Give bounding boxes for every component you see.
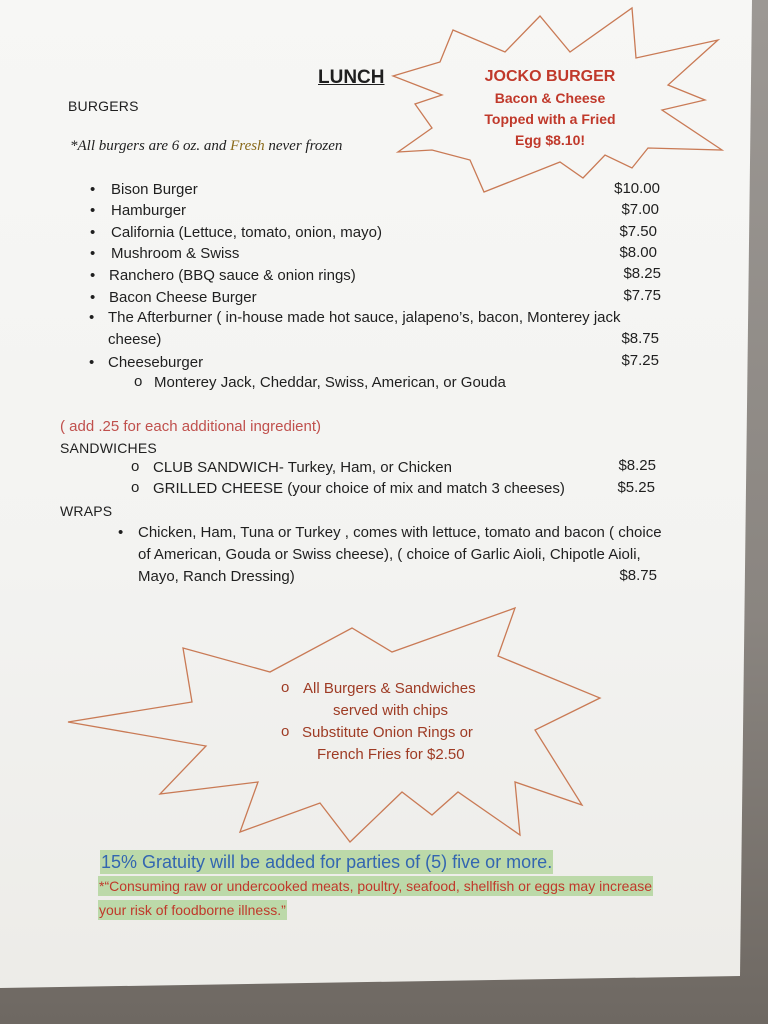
special-line: Egg $8.10!: [514, 132, 586, 148]
menu-item-name-continued: cheese): [108, 331, 162, 348]
sides-line: served with chips: [333, 702, 449, 719]
note-fresh: Fresh: [230, 138, 265, 154]
sides-line: All Burgers & Sandwiches: [303, 680, 476, 697]
cheese-options: Monterey Jack, Cheddar, Swiss, American, or Gouda: [154, 374, 506, 391]
menu-item-price: $10.00: [614, 180, 660, 197]
add-on-note: ( add .25 for each additional ingredient): [60, 418, 322, 435]
wraps-heading: WRAPS: [60, 503, 113, 519]
bullet-marker: •: [118, 524, 124, 541]
food-warning-line: *“Consuming raw or undercooked meats, poultry, seafood, shellfish or eggs may increase: [99, 878, 653, 894]
menu-item-price: $7.50: [619, 223, 657, 240]
bullet-marker: •: [90, 181, 96, 198]
menu-item-name: GRILLED CHEESE (your choice of mix and match 3 cheeses): [153, 480, 565, 497]
menu-item-name: Bacon Cheese Burger: [109, 289, 257, 306]
menu-item-price: $7.00: [621, 201, 659, 218]
menu-item-price: $5.25: [617, 479, 655, 496]
wrap-description: of American, Gouda or Swiss cheese), ( choice of Garlic Aioli, Chipotle Aioli,: [138, 546, 641, 563]
menu-item-name: Mushroom & Swiss: [111, 245, 240, 262]
burgers-heading: BURGERS: [68, 98, 139, 114]
bullet-marker: •: [90, 267, 96, 284]
circle-marker: o: [281, 679, 290, 696]
sides-line: Substitute Onion Rings or: [302, 724, 473, 741]
special-box: [470, 66, 630, 151]
menu-item-name: The Afterburner ( in-house made hot sauce, jalapeno’s, bacon, Monterey jack: [108, 309, 621, 326]
circle-marker: o: [131, 458, 140, 475]
menu-item-price: $8.25: [618, 457, 656, 474]
menu-item-price: $7.25: [621, 352, 659, 369]
circle-marker: o: [281, 723, 290, 740]
menu-item-name: Ranchero (BBQ sauce & onion rings): [109, 267, 356, 284]
bullet-marker: •: [90, 224, 96, 241]
circle-marker: o: [134, 373, 143, 390]
circle-marker: o: [131, 479, 140, 496]
gratuity-notice: 15% Gratuity will be added for parties of (5) five or more.: [101, 852, 553, 872]
special-title: JOCKO BURGER: [484, 68, 616, 85]
bullet-marker: •: [89, 354, 95, 371]
burgers-note: [70, 136, 342, 156]
menu-item-name: CLUB SANDWICH- Turkey, Ham, or Chicken: [153, 459, 452, 476]
note-prefix: *All burgers are 6 oz. and: [70, 138, 231, 154]
note-suffix: never frozen: [264, 138, 343, 154]
menu-title: LUNCH: [318, 67, 385, 88]
bullet-marker: •: [90, 245, 96, 262]
wrap-description: Chicken, Ham, Tuna or Turkey , comes with lettuce, tomato and bacon ( choice: [138, 524, 662, 541]
bullet-marker: •: [90, 289, 96, 306]
menu-item-price: $8.25: [623, 265, 661, 282]
sides-line: French Fries for $2.50: [317, 746, 465, 763]
special-line: Topped with a Fried: [484, 111, 616, 127]
menu-item-price: $7.75: [623, 287, 661, 304]
special-line: Bacon & Cheese: [494, 90, 606, 106]
bullet-marker: •: [90, 202, 96, 219]
wrap-description: Mayo, Ranch Dressing): [138, 568, 295, 585]
menu-item-name: Hamburger: [111, 202, 187, 219]
menu-item-name: California (Lettuce, tomato, onion, mayo): [111, 224, 382, 241]
menu-item-name: Bison Burger: [111, 181, 198, 198]
bullet-marker: •: [89, 309, 95, 326]
menu-item-price: $8.75: [619, 567, 657, 584]
food-warning-line: your risk of foodborne illness.”: [99, 902, 286, 918]
menu-item-name: Cheeseburger: [108, 354, 204, 371]
menu-item-price: $8.00: [619, 244, 657, 261]
menu-item-price: $8.75: [621, 330, 659, 347]
sandwiches-heading: SANDWICHES: [60, 440, 157, 456]
